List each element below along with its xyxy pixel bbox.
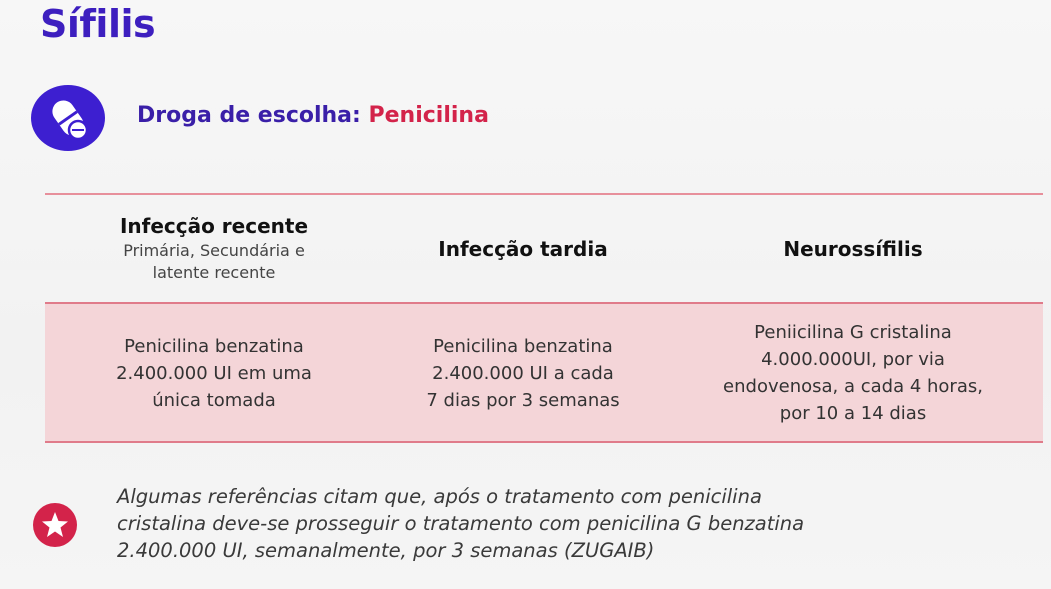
header-neuro [663,196,1043,302]
header-recent [45,196,383,302]
drug-label: Droga de escolha: [137,103,361,128]
cell-late: Penicilina benzatina 2.400.000 UI a cada 7 dias por 3 semanas [426,335,620,411]
header-title: Infecção recente [119,214,309,238]
cell-recent: Penicilina benzatina 2.400.000 UI em uma única tomada [116,335,312,411]
star-icon [33,503,77,547]
pill-icon [31,85,105,151]
header-late [383,196,663,302]
header-title: Infecção tardia [438,237,608,261]
drug-value: Penicilina [368,103,489,128]
reference-note: Algumas referências citam que, após o tratamento com penicilina cristalina deve-se prosseguir o tratamento com penicilina G benzatina 2.400.000 UI, semanalmente, por 3 semanas (ZUGAIB) [117,485,805,562]
page-title: Sífilis [40,2,156,46]
table-top-rule [45,193,1043,195]
cell-neuro: Peniicilina G cristalina 4.000.000UI, por via endovenosa, a cada 4 horas, por 10 a 14 dias [723,322,983,424]
header-title: Neurossífilis [783,237,923,261]
drug-of-choice [137,103,489,128]
table-header-row [45,196,1043,302]
header-subtitle: Primária, Secundária e latente recente [123,241,305,282]
table-row [45,304,1043,442]
table-bottom-rule [45,441,1043,443]
